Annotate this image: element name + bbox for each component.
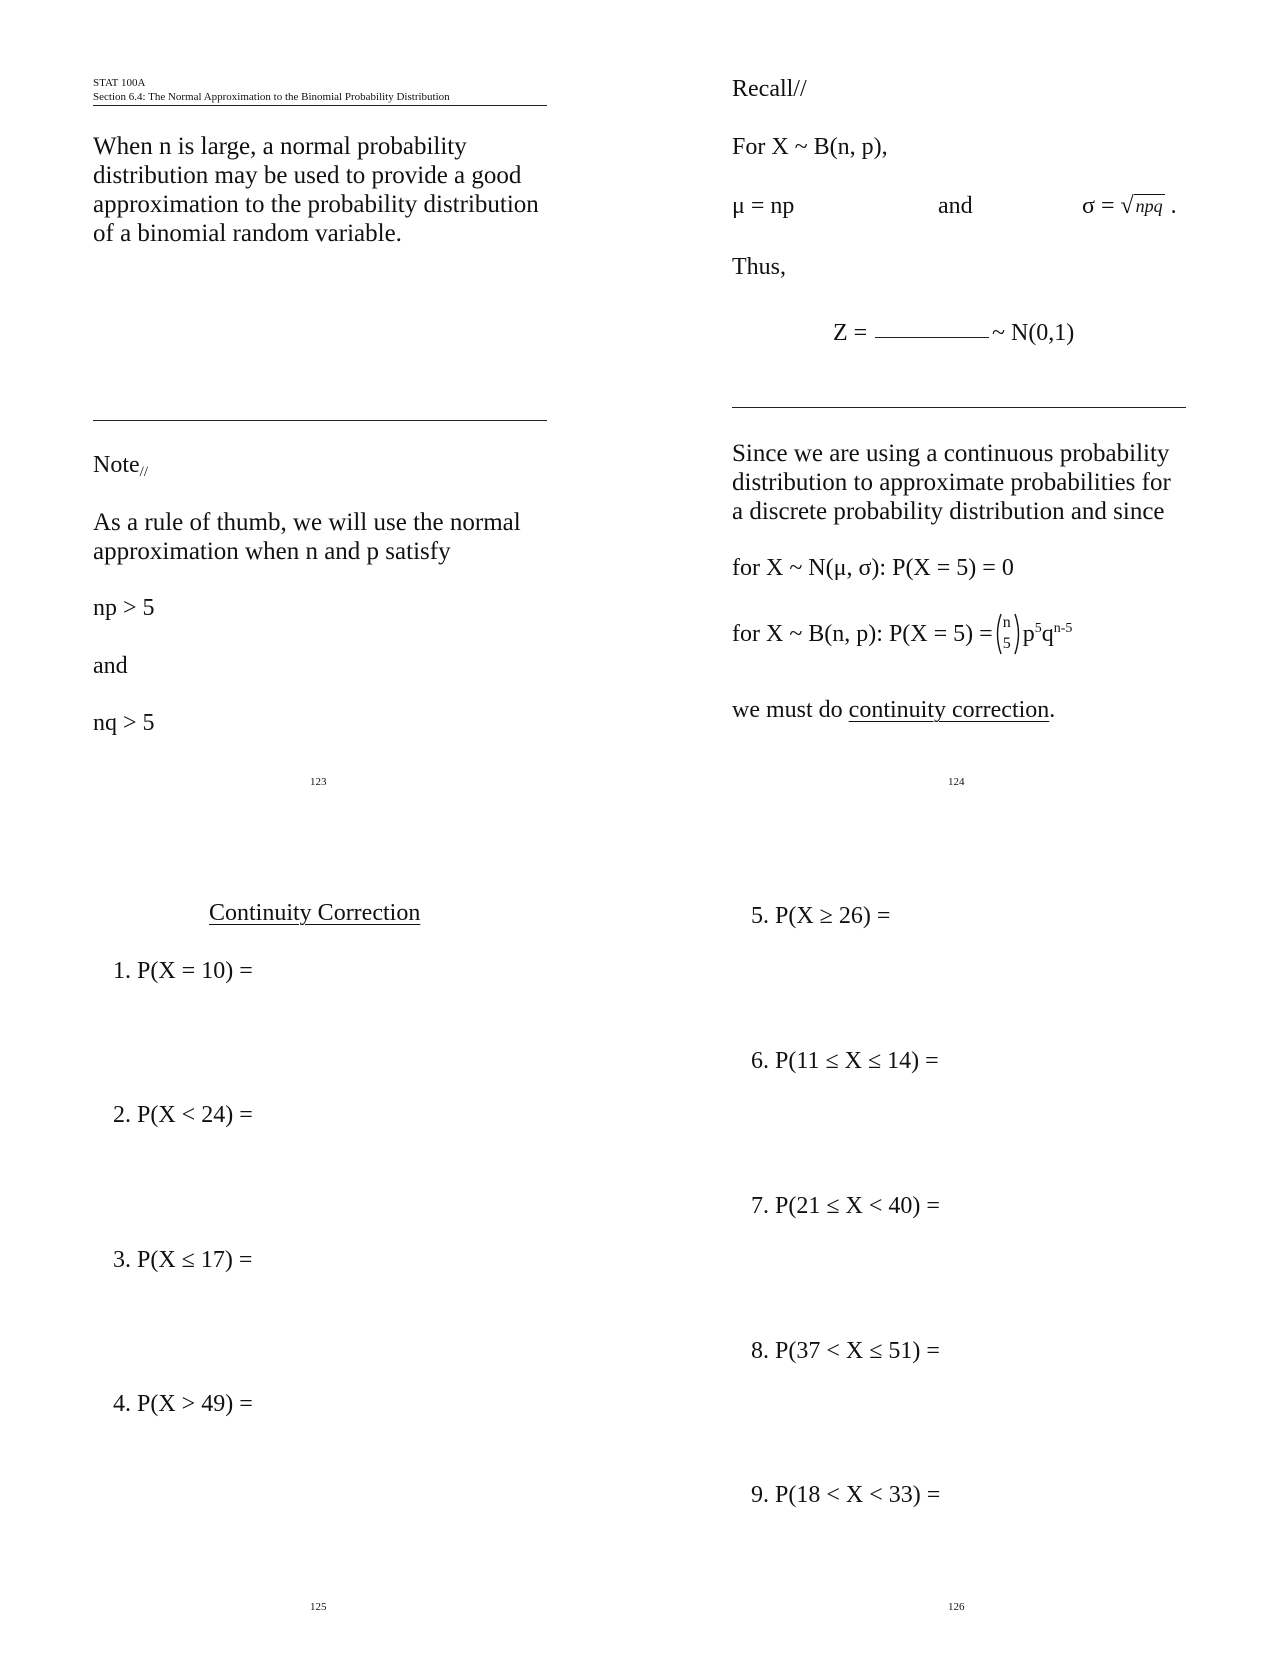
header-divider (93, 105, 547, 106)
problem-1: 1. P(X = 10) = (113, 958, 253, 984)
problem-5: 5. P(X ≥ 26) = (751, 903, 891, 929)
section-divider (93, 420, 547, 421)
fraction-blank (875, 337, 989, 338)
binomial-top: n (1002, 614, 1011, 631)
q-term: $q^{n-5}$ (1041, 620, 1073, 647)
binomial-definition: For X ~ B(n, p), (732, 134, 888, 160)
binomial-coefficient (993, 612, 1023, 656)
and-word: and (938, 193, 973, 219)
intro-paragraph (93, 132, 539, 248)
normal-probability-line: for X ~ N(μ, σ): P(X = 5) = 0 (732, 555, 1014, 581)
problem-2: 2. P(X < 24) = (113, 1102, 253, 1128)
since-line: Since we are using a continuous probability (732, 440, 1170, 467)
mean-formula: μ = np (732, 193, 795, 219)
since-paragraph (732, 439, 1171, 526)
intro-line: distribution may be used to provide a good (93, 162, 522, 189)
intro-line: of a binomial random variable. (93, 220, 402, 247)
rule-paragraph (93, 508, 521, 566)
z-distribution: ~ N(0,1) (992, 320, 1075, 346)
rule-line: As a rule of thumb, we will use the normal (93, 509, 521, 536)
p-term: $p^5$ (1022, 620, 1042, 647)
binomial-bottom: 5 (1002, 635, 1011, 652)
sigma-end: . (1164, 193, 1177, 219)
continuity-prefix: we must do (732, 697, 849, 723)
since-line: distribution to approximate probabilities for (732, 469, 1171, 496)
intro-line: When n is large, a normal probability (93, 133, 467, 160)
page-number-126: 126 (948, 1601, 965, 1613)
problem-6: 6. P(11 ≤ X ≤ 14) = (751, 1048, 939, 1074)
sigma-label: σ = (1082, 193, 1121, 219)
condition-nq: nq > 5 (93, 710, 155, 736)
z-label: Z = (833, 320, 868, 346)
note-slashes: // (139, 464, 148, 480)
section-divider-right (732, 407, 1186, 408)
recall-heading: Recall// (732, 76, 807, 102)
continuity-title: Continuity Correction (209, 900, 421, 926)
binomial-probability-line (732, 612, 1072, 656)
note-label: Note (93, 452, 140, 478)
rule-line: approximation when n and p satisfy (93, 538, 451, 565)
condition-and: and (93, 653, 128, 679)
thus-word: Thus, (732, 254, 786, 280)
page-number-123: 123 (310, 776, 327, 788)
radical-sign: √ (1120, 193, 1134, 219)
continuity-term: continuity correction (848, 697, 1050, 723)
problem-8: 8. P(37 < X ≤ 51) = (751, 1338, 940, 1364)
condition-np: np > 5 (93, 595, 155, 621)
header-course: STAT 100A (93, 77, 146, 89)
binomial-prefix: for X ~ B(n, p): P(X = 5) = (732, 620, 993, 647)
problem-7: 7. P(21 ≤ X < 40) = (751, 1193, 940, 1219)
intro-line: approximation to the probability distribution (93, 191, 539, 218)
header-section: Section 6.4: The Normal Approximation to the Binomial Probability Distribution (93, 91, 450, 103)
p-exponent: 5 (1034, 620, 1042, 636)
problem-4: 4. P(X > 49) = (113, 1391, 253, 1417)
problem-3: 3. P(X ≤ 17) = (113, 1247, 253, 1273)
page-number-125: 125 (310, 1601, 327, 1613)
continuity-suffix: . (1049, 697, 1056, 723)
sd-formula (1082, 193, 1177, 220)
square-root (1120, 194, 1164, 218)
note-heading (93, 452, 148, 481)
problem-9: 9. P(18 < X < 33) = (751, 1482, 941, 1508)
since-line: a discrete probability distribution and since (732, 498, 1165, 525)
q-exponent: n-5 (1053, 620, 1073, 636)
page-number-124: 124 (948, 776, 965, 788)
continuity-statement (732, 697, 1055, 724)
radicand: npq (1135, 196, 1163, 216)
